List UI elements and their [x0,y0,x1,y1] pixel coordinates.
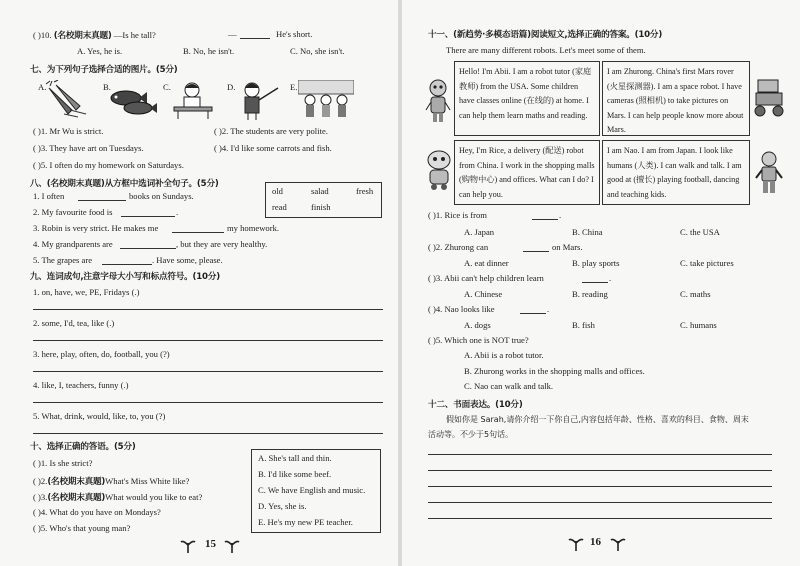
sec11-q3: ( )3. Abii can't help children learn [428,273,544,283]
sec11-q5-a[interactable]: A. Abii is a robot tutor. [464,350,544,360]
answer-d: D. Yes, she is. [258,501,307,511]
robot-zhurong-icon [752,78,786,118]
writing-line-2[interactable] [428,470,772,471]
sec9-item-3: 3. here, play, often, do, football, you (?) [33,349,170,359]
plant-right-icon [224,538,240,554]
sec11-q1-blank[interactable] [532,219,558,220]
plant-right-icon-2 [610,536,626,552]
fish-picture [108,82,160,120]
pic-label-e: E. [290,82,298,92]
answer-c: C. We have English and music. [258,485,366,495]
carrots-picture [44,80,94,120]
sec10-item-4-text: What do you have on Mondays? [49,507,161,517]
page-number-15: 15 [205,538,216,550]
sec9-item-2: 2. some, I'd, tea, like (.) [33,318,115,328]
left-page [0,0,398,566]
sec11-q2-b[interactable]: B. play sports [572,258,620,268]
q10-question: —Is he tall? [113,30,156,40]
sec11-q1: ( )1. Rice is from [428,210,487,220]
sec8-item-5b: . Have some, please. [152,255,223,265]
sec11-q3-a[interactable]: A. Chinese [464,289,503,299]
sec11-q5-c[interactable]: C. Nao can walk and talk. [464,381,554,391]
robot-rice-icon [424,148,454,192]
sec9-answer-line-5[interactable] [33,433,383,434]
writing-line-1[interactable] [428,454,772,455]
sec12-prompt-1: 假如你是 Sarah,请你介绍一下你自己,内容包括年龄、性格、喜欢的科目、食物、周末 [446,415,749,424]
students-picture [298,80,354,120]
sec8-blank-2[interactable] [121,216,175,217]
sec7-title: 七、为下列句子选择合适的图片。(5分) [30,65,178,75]
sec11-q3-tail: . [609,273,612,283]
sec8-item-5a: 5. The grapes are [33,255,93,265]
sec7-item-4[interactable]: ( )4. I'd like some carrots and fish. [214,143,332,153]
sec10-item-2-num: ( )2. [33,476,48,486]
sec8-blank-1[interactable] [78,200,126,201]
sec11-q2: ( )2. Zhurong can [428,242,489,252]
q10-option-a[interactable]: A. Yes, he is. [77,46,123,56]
sec8-item-1b: books on Sundays. [129,191,194,201]
pic-label-b: B. [103,82,111,92]
sec11-q2-c[interactable]: C. take pictures [680,258,734,268]
sec10-item-5-text: Who's that young man? [49,523,131,533]
plant-left-icon-2 [568,536,584,552]
sec10-item-2-text: What's Miss White like? [105,476,190,486]
sec11-q4-c[interactable]: C. humans [680,320,717,330]
word-read: read [272,202,287,212]
sec12-title: 十二、书面表达。(10分) [428,400,523,410]
q10-tail: He's short. [276,29,313,39]
sec8-item-2b: . [176,207,179,217]
q10-num: ( )10. [33,30,52,40]
sec11-q4: ( )4. Nao looks like [428,304,495,314]
story-nao: I am Nao. I am from Japan. I look like humans (人类). I can walk and talk. I am good at (擅长) playing football, dancing and teaching kids. [602,140,750,205]
sec8-title: 八、(名校期末真题)从方框中选词补全句子。(5分) [30,179,219,189]
sec10-item-2-tag: (名校期末真题) [47,477,106,487]
q10-tag: (名校期末真题) [53,31,112,41]
sec10-item-3-num: ( )3. [33,492,48,502]
plant-left-icon [180,538,196,554]
sec8-blank-5[interactable] [102,264,152,265]
word-salad: salad [311,186,329,196]
sec10-item-5[interactable] [33,523,130,533]
robot-abii-icon [424,78,452,124]
sec10-item-3-text: What would you like to eat? [105,492,203,502]
writing-line-4[interactable] [428,502,772,503]
sec9-answer-line-1[interactable] [33,309,383,310]
sec8-item-4a: 4. My grandparents are [33,239,113,249]
q10-blank[interactable] [240,38,270,39]
sec8-blank-3[interactable] [172,232,224,233]
pic-label-d: D. [227,82,236,92]
sec9-answer-line-2[interactable] [33,340,383,341]
sec10-item-4[interactable] [33,507,161,517]
homework-picture [170,80,218,120]
sec11-q1-a[interactable]: A. Japan [464,227,495,237]
teacher-picture [236,80,282,120]
q10-option-c[interactable]: C. No, she isn't. [290,46,345,56]
sec11-q1-tail: . [559,210,562,220]
sec12-prompt-2: 活动等。不少于5句话。 [428,430,514,439]
sec9-item-4: 4. like, I, teachers, funny (.) [33,380,129,390]
pic-label-a: A. [38,82,47,92]
sec11-q4-a[interactable]: A. dogs [464,320,491,330]
sec11-q2-tail: on Mars. [552,242,583,252]
sec10-title: 十、选择正确的答语。(5分) [30,442,136,452]
q10-line [33,29,156,41]
sec11-q3-blank[interactable] [582,282,608,283]
sec11-q4-b[interactable]: B. fish [572,320,595,330]
sec8-item-2a: 2. My favourite food is [33,207,113,217]
answer-b: B. I'd like some beef. [258,469,332,479]
q10-dash: — [228,29,237,39]
sec10-item-3-tag: (名校期末真题) [47,493,106,503]
sec11-q5-b[interactable]: B. Zhurong works in the shopping malls and offices. [464,366,645,376]
sec11-q4-blank[interactable] [520,313,546,314]
sec11-q1-c[interactable]: C. the USA [680,227,720,237]
page-number-16: 16 [590,536,601,548]
sec9-item-1: 1. on, have, we, PE, Fridays (.) [33,287,140,297]
sec11-q2-blank[interactable] [523,251,549,252]
sec7-item-3[interactable]: ( )3. They have art on Tuesdays. [33,143,144,153]
sec11-q4-tail: . [547,304,550,314]
sec10-item-1-num: ( )1. [33,458,48,468]
word-fresh: fresh [356,186,374,196]
story-abii: Hello! I'm Abii. I am a robot tutor (家庭教师) from the USA. Some children have classes online (在线的) at home. I can help them learn maths and reading. [454,61,600,136]
word-old: old [272,186,283,196]
sec9-answer-line-4[interactable] [33,402,383,403]
sec10-item-4-num: ( )4. [33,507,48,517]
sec11-q1-b[interactable]: B. China [572,227,603,237]
sec11-title: 十一、(新趋势·多模态语篇)阅读短文,选择正确的答案。(10分) [428,30,663,40]
sec10-item-2[interactable] [33,475,189,487]
sec8-item-3b: my homework. [227,223,280,233]
sec11-q5: ( )5. Which one is NOT true? [428,335,529,345]
sec9-item-5: 5. What, drink, would, like, to, you (?) [33,411,166,421]
sec11-q3-c[interactable]: C. maths [680,289,711,299]
robot-nao-icon [754,150,784,196]
answer-e: E. He's my new PE teacher. [258,517,353,527]
sec9-answer-line-3[interactable] [33,371,383,372]
sec11-intro: There are many different robots. Let's meet some of them. [446,45,646,55]
q10-option-b[interactable]: B. No, he isn't. [183,46,235,56]
sec9-title: 九、连词成句,注意字母大小写和标点符号。(10分) [30,272,220,282]
sec10-item-1[interactable] [33,458,92,468]
sec10-item-1-text: Is she strict? [49,458,93,468]
pic-label-c: C. [163,82,171,92]
sec8-blank-4[interactable] [120,248,176,249]
sec11-q3-b[interactable]: B. reading [572,289,608,299]
sec8-item-1a: 1. I often [33,191,65,201]
sec8-item-4b: , but they are very healthy. [176,239,268,249]
word-finish: finish [311,202,331,212]
right-page [402,0,800,566]
writing-line-5[interactable] [428,518,772,519]
sec10-item-3[interactable] [33,491,202,503]
sec11-q2-a[interactable]: A. eat dinner [464,258,509,268]
story-zhurong: I am Zhurong. China's first Mars rover (火星探测器). I am a space robot. I have cameras (照相机) to take pictures on Mars. I can help people know more about Mars. [602,61,750,136]
sec7-item-2[interactable]: ( )2. The students are very polite. [214,126,328,136]
sec7-item-5[interactable]: ( )5. I often do my homework on Saturdays. [33,160,184,170]
sec8-item-3a: 3. Robin is very strict. He makes me [33,223,159,233]
answer-a: A. She's tall and thin. [258,453,332,463]
sec10-item-5-num: ( )5. [33,523,48,533]
writing-line-3[interactable] [428,486,772,487]
sec7-item-1[interactable]: ( )1. Mr Wu is strict. [33,126,104,136]
story-rice: Hey, I'm Rice, a delivery (配送) robot from China. I work in the shopping malls (购物中心) and offices. What can I do? I can help you. [454,140,600,205]
